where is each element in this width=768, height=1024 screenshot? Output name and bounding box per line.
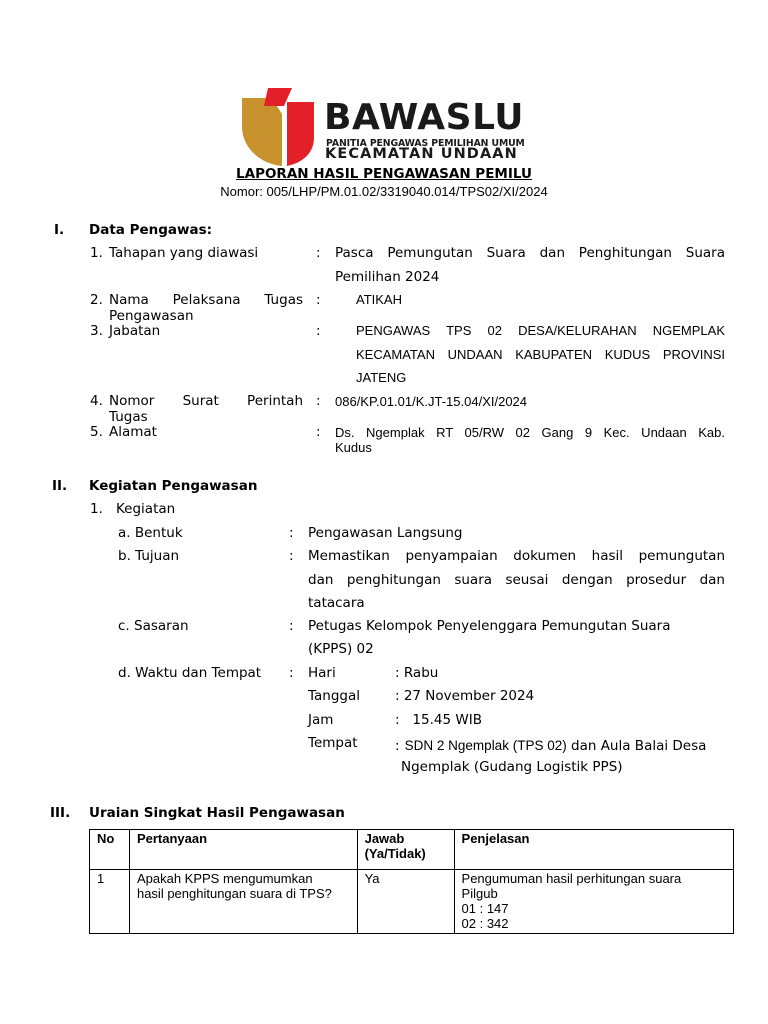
section-2-title: Kegiatan Pengawasan	[89, 478, 258, 494]
tujuan-label: b. Tujuan	[118, 548, 180, 564]
data-pengawas-item-5-number: 5.	[90, 424, 103, 440]
bentuk-value: Pengawasan Langsung	[308, 525, 463, 541]
tujuan-value: Memastikan penyampaian dokumen hasil pemungutan	[308, 548, 725, 564]
tempat-label: Tempat	[308, 735, 358, 751]
section-1-title: Data Pengawas:	[89, 222, 213, 238]
tempat-value-school: SDN 2 Ngemplak (TPS 02)	[404, 738, 567, 753]
data-pengawas-item-1-colon: :	[316, 245, 321, 261]
tanggal-label: Tanggal	[308, 688, 361, 704]
tempat-value-hall: dan Aula Balai Desa	[566, 738, 707, 754]
hari-value: : Rabu	[395, 665, 439, 681]
data-pengawas-item-4-colon: :	[316, 393, 321, 409]
row-penjelasan	[454, 870, 733, 934]
row-penjelasan-line2: Pilgub	[461, 886, 498, 901]
data-pengawas-item-2-colon: :	[316, 292, 321, 308]
data-pengawas-item-5-colon: :	[316, 424, 321, 440]
data-pengawas-item-1-value: Pasca Pemungutan Suara dan Penghitungan Suara	[335, 245, 725, 261]
report-title: LAPORAN HASIL PENGAWASAN PEMILU	[236, 166, 532, 182]
kegiatan-title: Kegiatan	[116, 501, 176, 517]
hari-label: Hari	[308, 665, 336, 681]
row-penjelasan-line1: Pengumuman hasil perhitungan suara	[461, 871, 682, 886]
tujuan-value-line3: tatacara	[308, 595, 365, 611]
row-pertanyaan-line1: Apakah KPPS mengumumkan	[136, 871, 313, 886]
section-3-title: Uraian Singkat Hasil Pengawasan	[89, 805, 345, 821]
data-pengawas-item-3-value: PENGAWAS TPS 02 DESA/KELURAHAN NGEMPLAK	[356, 323, 725, 338]
report-number: Nomor: 005/LHP/PM.01.02/3319040.014/TPS02/XI/2024	[220, 184, 548, 199]
sasaran-colon: :	[289, 618, 294, 634]
logo-district: KECAMATAN UNDAAN	[325, 146, 518, 162]
data-pengawas-item-5-label: Alamat	[109, 424, 157, 440]
logo-gold-shape-icon	[242, 98, 282, 166]
data-pengawas-item-3-colon: :	[316, 323, 321, 339]
header-no: No	[90, 830, 130, 870]
sasaran-label: c. Sasaran	[118, 618, 189, 634]
tempat-value-line2: Ngemplak (Gudang Logistik PPS)	[401, 759, 623, 775]
header-penjelasan: Penjelasan	[454, 830, 733, 870]
logo-wordmark: BAWASLU	[324, 97, 524, 138]
row-pertanyaan-line2: hasil penghitungan suara di TPS?	[136, 886, 332, 901]
table-row	[90, 870, 734, 934]
sasaran-value-line2: (KPPS) 02	[308, 641, 374, 657]
header-jawab-line1: Jawab	[364, 831, 405, 846]
bentuk-label: a. Bentuk	[118, 525, 183, 541]
data-pengawas-item-1-label: Tahapan yang diawasi	[109, 245, 259, 261]
data-pengawas-item-4-label-line2: Tugas	[109, 409, 148, 425]
row-jawab: Ya	[357, 870, 454, 934]
data-pengawas-item-1-value-line2: Pemilihan 2024	[335, 269, 440, 285]
tujuan-value-line2: dan penghitungan suara seusai dengan prosedur dan	[308, 572, 725, 588]
logo-red-shape-icon	[287, 102, 314, 166]
header-pertanyaan: Pertanyaan	[129, 830, 357, 870]
data-pengawas-item-2-label: Nama Pelaksana Tugas	[109, 292, 303, 308]
tanggal-value: : 27 November 2024	[395, 688, 535, 704]
data-pengawas-item-4-label: Nomor Surat Perintah	[109, 393, 303, 409]
tempat-value	[395, 735, 706, 754]
jam-value: : 15.45 WIB	[395, 712, 482, 728]
section-1-number: I.	[54, 222, 65, 238]
row-penjelasan-line4: 02 : 342	[461, 916, 509, 931]
data-pengawas-item-4-number: 4.	[90, 393, 103, 409]
data-pengawas-item-5-value: Ds. Ngemplak RT 05/RW 02 Gang 9 Kec. Undaan Kab.	[335, 425, 725, 440]
section-2-number: II.	[52, 478, 68, 494]
data-pengawas-item-2-number: 2.	[90, 292, 103, 308]
logo-subtitle: PANITIA PENGAWAS PEMILIHAN UMUM	[326, 138, 525, 149]
section-3-number: III.	[50, 805, 71, 821]
header-jawab	[357, 830, 454, 870]
tujuan-colon: :	[289, 548, 294, 564]
data-pengawas-item-1-number: 1.	[90, 245, 103, 261]
kegiatan-number: 1.	[90, 501, 103, 517]
data-pengawas-item-2-label-line2: Pengawasan	[109, 308, 194, 324]
waktu-tempat-label: d. Waktu dan Tempat	[118, 665, 262, 681]
sasaran-value: Petugas Kelompok Penyelenggara Pemungutan Suara	[308, 618, 671, 634]
waktu-tempat-colon: :	[289, 665, 294, 681]
row-pertanyaan	[129, 870, 357, 934]
header-jawab-line2: (Ya/Tidak)	[364, 846, 426, 861]
bentuk-colon: :	[289, 525, 294, 541]
table-header-row	[90, 830, 734, 870]
data-pengawas-item-4-value: 086/KP.01.01/K.JT-15.04/XI/2024	[335, 394, 528, 409]
data-pengawas-item-2-value: ATIKAH	[356, 292, 402, 307]
tempat-colon: :	[395, 738, 400, 754]
data-pengawas-item-3-value-line3: JATENG	[356, 370, 407, 385]
data-pengawas-item-5-value-line2: Kudus	[335, 440, 372, 455]
data-pengawas-item-3-number: 3.	[90, 323, 103, 339]
row-no: 1	[90, 870, 130, 934]
jam-label: Jam	[308, 712, 334, 728]
data-pengawas-item-3-value-line2: KECAMATAN UNDAAN KABUPATEN KUDUS PROVINSI	[356, 347, 725, 362]
hasil-pengawasan-table	[89, 829, 734, 934]
data-pengawas-item-3-label: Jabatan	[109, 323, 161, 339]
row-penjelasan-line3: 01 : 147	[461, 901, 509, 916]
